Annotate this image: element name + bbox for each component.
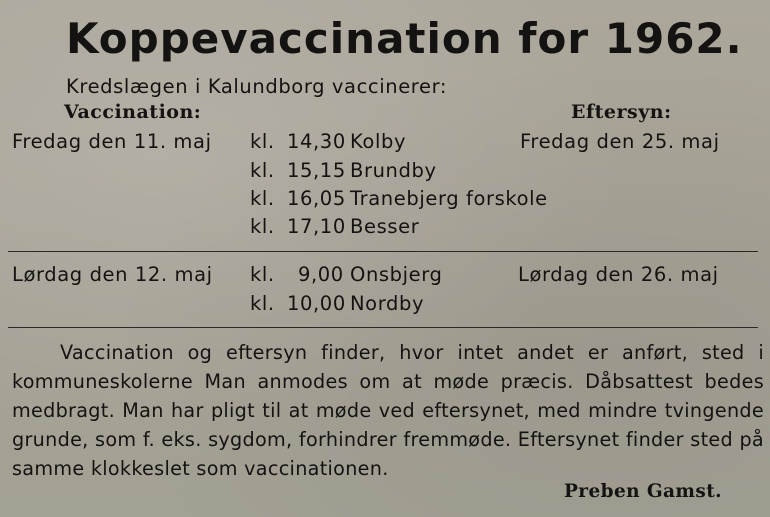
schedule-place: Besser <box>350 215 420 238</box>
signature: Preben Gamst. <box>564 481 722 502</box>
eftersyn-day-1: Fredag den 25. maj <box>520 130 720 153</box>
notice-subtitle: Kredslægen i Kalundborg vaccinerer: <box>66 75 448 98</box>
schedule-place: Tranebjerg forskole <box>350 187 548 210</box>
kl-label: kl. <box>250 292 275 315</box>
kl-label: kl. <box>250 130 275 153</box>
vaccination-day-1: Fredag den 11. maj <box>12 130 212 153</box>
schedule-time: 17,10 <box>287 215 346 238</box>
kl-label: kl. <box>250 187 275 210</box>
kl-label: kl. <box>250 159 275 182</box>
schedule-time: 16,05 <box>287 187 346 210</box>
schedule-time: 14,30 <box>287 130 346 153</box>
schedule-place: Brundby <box>350 159 437 182</box>
notice-body-text: Vaccination og eftersyn finder, hvor intet andet er anført, sted i kommuneskolerne Man anmodes om at møde præcis. Dåbsattest bedes medbragt. Man har pligt til at møde ved eftersynet, med mindre tvingende grunde, som f. eks. sygdom, forhindrer fremmøde. Eftersynet finder sted på samme klokkeslet som vaccinationen. <box>12 341 764 480</box>
eftersyn-day-2: Lørdag den 26. maj <box>518 263 719 286</box>
schedule-time: 10,00 <box>287 292 346 315</box>
vaccination-day-2: Lørdag den 12. maj <box>12 263 213 286</box>
kl-label: kl. <box>250 263 275 286</box>
schedule-time: 15,15 <box>287 159 346 182</box>
schedule-place: Kolby <box>350 130 407 153</box>
schedule-place: Onsbjerg <box>350 263 443 286</box>
schedule-place: Nordby <box>350 292 425 315</box>
kl-label: kl. <box>250 215 275 238</box>
vaccination-heading: Vaccination: <box>64 101 202 123</box>
eftersyn-heading: Eftersyn: <box>571 101 672 123</box>
notice-title: Koppevaccination for 1962. <box>66 14 743 63</box>
schedule-time: 9,00 <box>298 263 344 286</box>
divider-rule <box>8 327 758 328</box>
divider-rule <box>8 251 758 252</box>
